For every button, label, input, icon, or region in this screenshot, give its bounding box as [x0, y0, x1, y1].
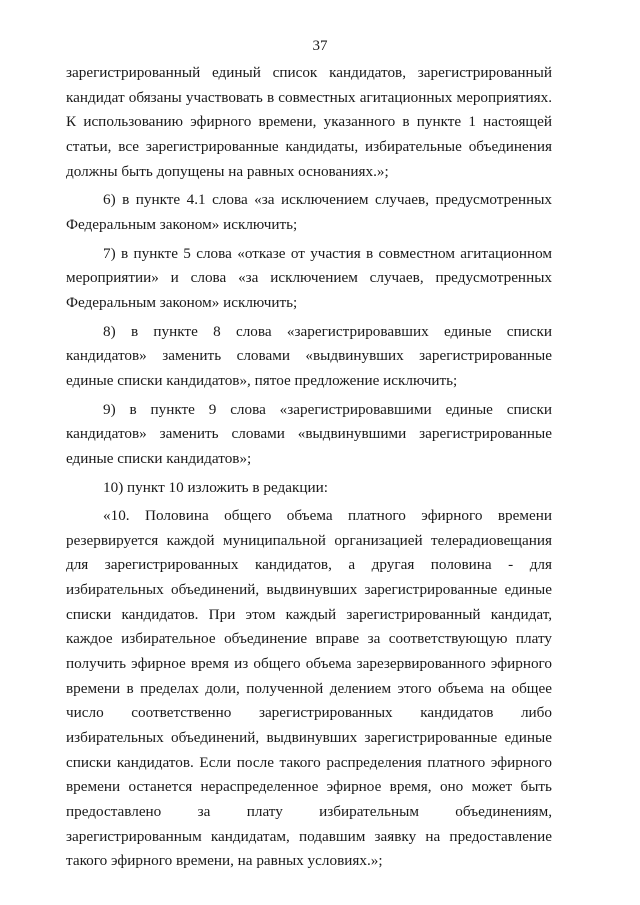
paragraph-item-8: 8) в пункте 8 слова «зарегистрировавших единые списки кандидатов» заменить словами «выдвинувших зарегистрированные единые списки кандидатов», пятое предложение исключить;	[66, 322, 552, 389]
paragraph-continuation: зарегистрированный единый список кандидатов, зарегистрированный кандидат обязаны участвовать в совместных агитационных мероприятиях. К использованию эфирного времени, указанного в пункте 1 настоящей статьи, все зарегистрированные кандидаты, избирательные объединения должны быть допущены на равных основаниях.»;	[66, 64, 552, 180]
paragraph-item-6: 6) в пункте 4.1 слова «за исключением случаев, предусмотренных Федеральным законом» исключить;	[66, 191, 552, 233]
paragraph-item-10: 10) пункт 10 изложить в редакции:	[103, 478, 328, 496]
paragraph-quoted-point-10: «10. Половина общего объема платного эфирного времени резервируется каждой муниципальной организацией телерадиовещания для зарегистрированных кандидатов, а другая половина - для избирательных объединений, выдвинувших зарегистрированные единые списки кандидатов. При этом каждый зарегистрированный кандидат, каждое избирательное объединение вправе за соответствующую плату получить эфирное время из общего объема зарезервированного эфирного времени в пределах доли, полученной делением этого объема на общее число соответственно зарегистрированных кандидатов либо избирательных объединений, выдвинувших зарегистрированные единые списки кандидатов. Если после такого распределения платного эфирного времени останется нераспределенное эфирное время, оно может быть предоставлено за плату избирательным объединениям, зарегистрированным кандидатам, подавшим заявку на предоставление такого эфирного времени, на равных условиях.»;	[66, 507, 552, 870]
page-number: 37	[312, 38, 328, 54]
paragraph-item-7: 7) в пункте 5 слова «отказе от участия в совместном агитационном мероприятии» и слова «за исключением случаев, предусмотренных Федеральным законом» исключить;	[66, 244, 552, 311]
paragraph-item-9: 9) в пункте 9 слова «зарегистрировавшими единые списки кандидатов» заменить словами «выдвинувшими зарегистрированные единые списки кандидатов»;	[66, 400, 552, 467]
document-body	[66, 61, 552, 875]
